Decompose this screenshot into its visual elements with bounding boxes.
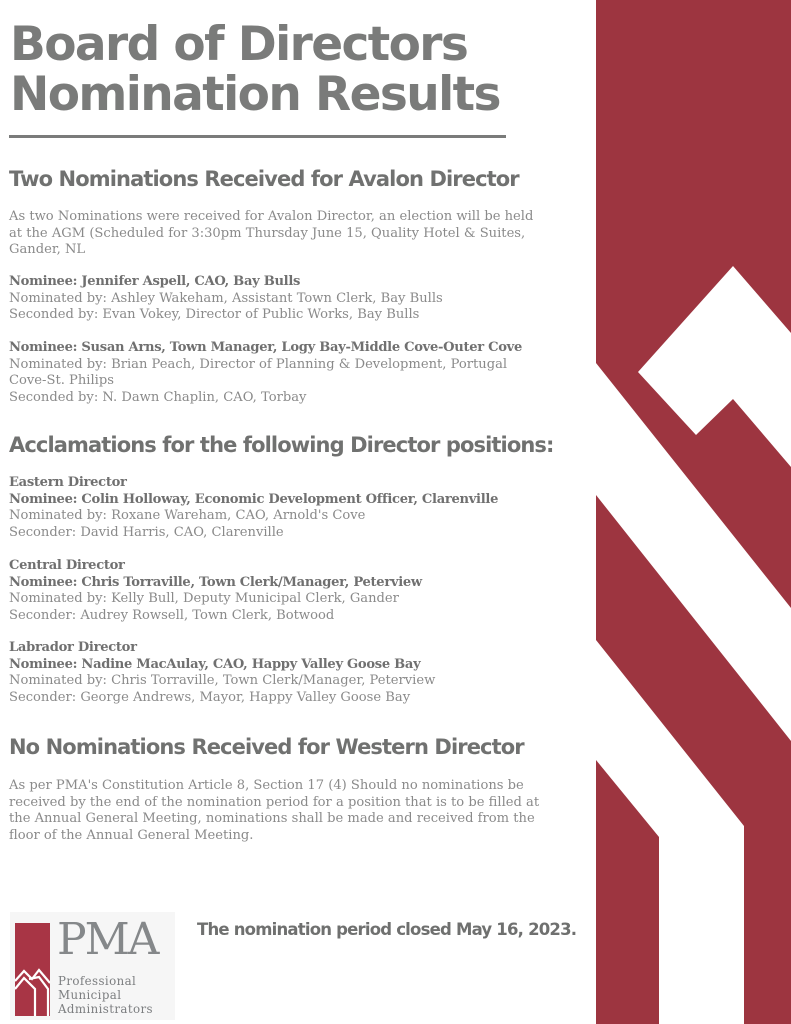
nominated-by: Nominated by: Brian Peach, Director of Planning & Development, Portugal Cove-St. Philips (9, 356, 508, 389)
pma-logo-line-1: Professional (58, 974, 137, 988)
pma-logo-mark-icon (15, 923, 50, 1016)
nominated-by: Nominated by: Roxane Wareham, CAO, Arnold's Cove (9, 508, 366, 524)
red-panel-top-shape (596, 0, 791, 608)
seconder: Seconder: David Harris, CAO, Clarenville (9, 524, 284, 540)
avalon-intro (9, 209, 544, 259)
western-body (9, 778, 554, 844)
nominee-name: Nominee: Jennifer Aspell, CAO, Bay Bulls (9, 274, 301, 289)
pma-logo-line-3: Administrators (58, 1002, 154, 1017)
nominated-by: Nominated by: Ashley Wakeham, Assistant Town Clerk, Bay Bulls (9, 290, 443, 306)
nomination-closed-note: The nomination period closed May 16, 2023. (197, 920, 577, 939)
title-divider (9, 135, 506, 138)
seconder: Seconder: George Andrews, Mayor, Happy Valley Goose Bay (9, 689, 411, 705)
page-title-line-2: Nomination Results (10, 67, 500, 122)
position-title: Eastern Director (9, 475, 127, 490)
pma-logo-acronym: PMA (57, 914, 158, 965)
avalon-nominee-2 (9, 340, 544, 406)
nominee-name: Nominee: Susan Arns, Town Manager, Logy Bay-Middle Cove-Outer Cove (9, 340, 523, 355)
nominated-by: Nominated by: Kelly Bull, Deputy Municipal Clerk, Gander (9, 591, 399, 607)
seconded-by: Seconded by: Evan Vokey, Director of Public Works, Bay Bulls (9, 307, 420, 323)
acclamations-heading: Acclamations for the following Director positions: (9, 433, 554, 457)
red-panel-middle-band (596, 495, 791, 1024)
avalon-intro-text: As two Nominations were received for Avalon Director, an election will be held at the AGM (Scheduled for 3:30pm Thursday June 15, Quality Hotel & Suites, Gander, NL (9, 209, 534, 258)
acclamation-central (9, 558, 569, 624)
western-heading: No Nominations Received for Western Director (9, 735, 524, 759)
page-title-line-1: Board of Directors (10, 17, 468, 72)
nominee-name: Nominee: Chris Torraville, Town Clerk/Manager, Peterview (9, 574, 422, 590)
position-title: Labrador Director (9, 640, 137, 655)
pma-logo-line-2: Municipal (58, 988, 122, 1003)
avalon-nominee-1 (9, 274, 569, 324)
western-body-text: As per PMA's Constitution Article 8, Section 17 (4) Should no nominations be received by the end of the nomination period for a position that is to be filled at the Annual General Meeting, nominations shall be made and received from the floor of the Annual General Meeting. (9, 778, 540, 843)
acclamation-eastern (9, 475, 569, 541)
acclamation-labrador (9, 640, 569, 706)
nominee-name: Nominee: Colin Holloway, Economic Development Officer, Clarenville (9, 491, 499, 507)
nominated-by: Nominated by: Chris Torraville, Town Clerk/Manager, Peterview (9, 673, 436, 689)
nominee-name: Nominee: Nadine MacAulay, CAO, Happy Valley Goose Bay (9, 656, 421, 672)
avalon-heading: Two Nominations Received for Avalon Director (9, 167, 519, 191)
seconder: Seconder: Audrey Rowsell, Town Clerk, Botwood (9, 607, 335, 623)
position-title: Central Director (9, 558, 125, 573)
pma-logo-fullname (58, 974, 153, 1017)
red-panel-left-column (596, 760, 659, 1024)
pma-logo (10, 912, 175, 1020)
page-title (10, 17, 500, 122)
seconded-by: Seconded by: N. Dawn Chaplin, CAO, Torbay (9, 389, 307, 405)
